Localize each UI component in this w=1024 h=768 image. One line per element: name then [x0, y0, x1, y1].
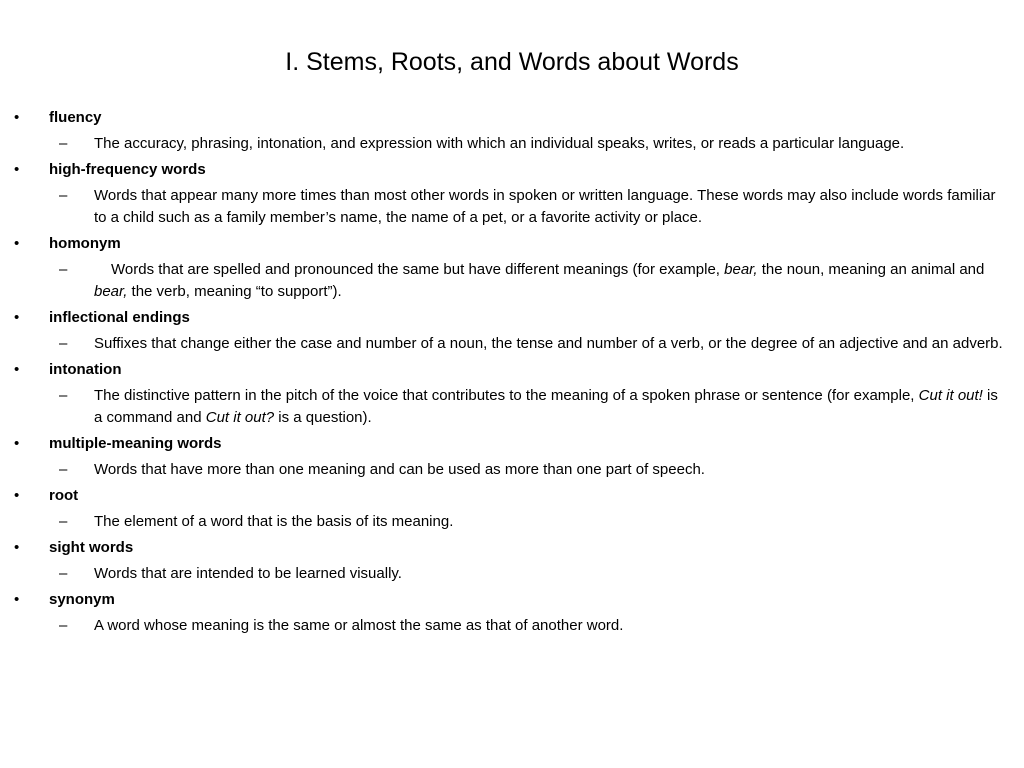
definition-text-part: the verb, meaning “to support”). [127, 283, 342, 300]
definition-fluency [14, 133, 1010, 155]
term-inflectional-endings [14, 307, 1010, 329]
definition-text: Suffixes that change either the case and number of a noun, the tense and number of a verb, or the degree of an adjective and an adverb. [94, 335, 1003, 352]
definition-intonation [14, 385, 1010, 429]
definition-italic-bear: bear, [94, 283, 128, 300]
definition-text: Words that have more than one meaning and can be used as more than one part of speech. [94, 461, 705, 478]
bullet: • [14, 361, 20, 378]
term-intonation [14, 359, 1010, 381]
definition-italic-bear: bear, [724, 261, 758, 278]
dash: – [59, 187, 68, 204]
term-label: high-frequency words [49, 161, 206, 178]
term-label: intonation [49, 361, 122, 378]
term-homonym [14, 233, 1010, 255]
dash: – [59, 565, 68, 582]
definition-italic-example: Cut it out? [205, 409, 275, 426]
definition-homonym [14, 259, 1010, 303]
definition-text-part: The distinctive pattern in the pitch of the voice that contributes to the meaning of a spoken phrase or sentence (for example, [94, 387, 919, 404]
term-multiple-meaning-words [14, 433, 1010, 455]
dash: – [59, 461, 68, 478]
definition-synonym [14, 615, 1010, 637]
bullet: • [14, 487, 20, 504]
definition-text-part: Words that are spelled and pronounced the same but have different meanings (for example, [111, 261, 725, 278]
definition-sight-words [14, 563, 1010, 585]
slide-title: I. Stems, Roots, and Words about Words [285, 48, 739, 76]
definition-inflectional-endings [14, 333, 1010, 355]
bullet: • [14, 539, 20, 556]
bullet: • [14, 109, 20, 126]
dash: – [59, 513, 68, 530]
bullet: • [14, 309, 20, 326]
definition-text-part: is a command and [94, 387, 998, 426]
definition-text: A word whose meaning is the same or almost the same as that of another word. [94, 617, 624, 634]
term-label: multiple-meaning words [49, 435, 222, 452]
term-label: root [49, 487, 79, 504]
term-fluency [14, 107, 1010, 129]
dash: – [59, 387, 68, 404]
dash: – [59, 135, 68, 152]
definition-multiple-meaning-words [14, 459, 1010, 481]
definition-italic-example: Cut it out! [918, 387, 983, 404]
bullet: • [14, 435, 20, 452]
definition-high-frequency-words [14, 185, 1010, 229]
bullet: • [14, 161, 20, 178]
term-synonym [14, 589, 1010, 611]
term-label: synonym [49, 591, 115, 608]
dash: – [59, 261, 68, 278]
term-label: inflectional endings [49, 309, 190, 326]
definition-root [14, 511, 1010, 533]
definition-text-part: the noun, meaning an animal and [757, 261, 985, 278]
dash: – [59, 335, 68, 352]
term-label: fluency [49, 109, 102, 126]
dash: – [59, 617, 68, 634]
glossary-list [14, 107, 1010, 641]
definition-text: Words that are intended to be learned visually. [94, 565, 402, 582]
bullet: • [14, 235, 20, 252]
definition-text-part: is a question). [274, 409, 372, 426]
definition-text: The element of a word that is the basis of its meaning. [94, 513, 454, 530]
term-sight-words [14, 537, 1010, 559]
term-label: sight words [49, 539, 134, 556]
term-root [14, 485, 1010, 507]
bullet: • [14, 591, 20, 608]
term-label: homonym [49, 235, 121, 252]
term-high-frequency-words [14, 159, 1010, 181]
definition-text: The accuracy, phrasing, intonation, and expression with which an individual speaks, writes, or reads a particular language. [94, 135, 905, 152]
definition-text: Words that appear many more times than most other words in spoken or written language. These words may also include words familiar to a child such as a family member’s name, the name of a pet, or a favorite activity or place. [94, 187, 996, 226]
